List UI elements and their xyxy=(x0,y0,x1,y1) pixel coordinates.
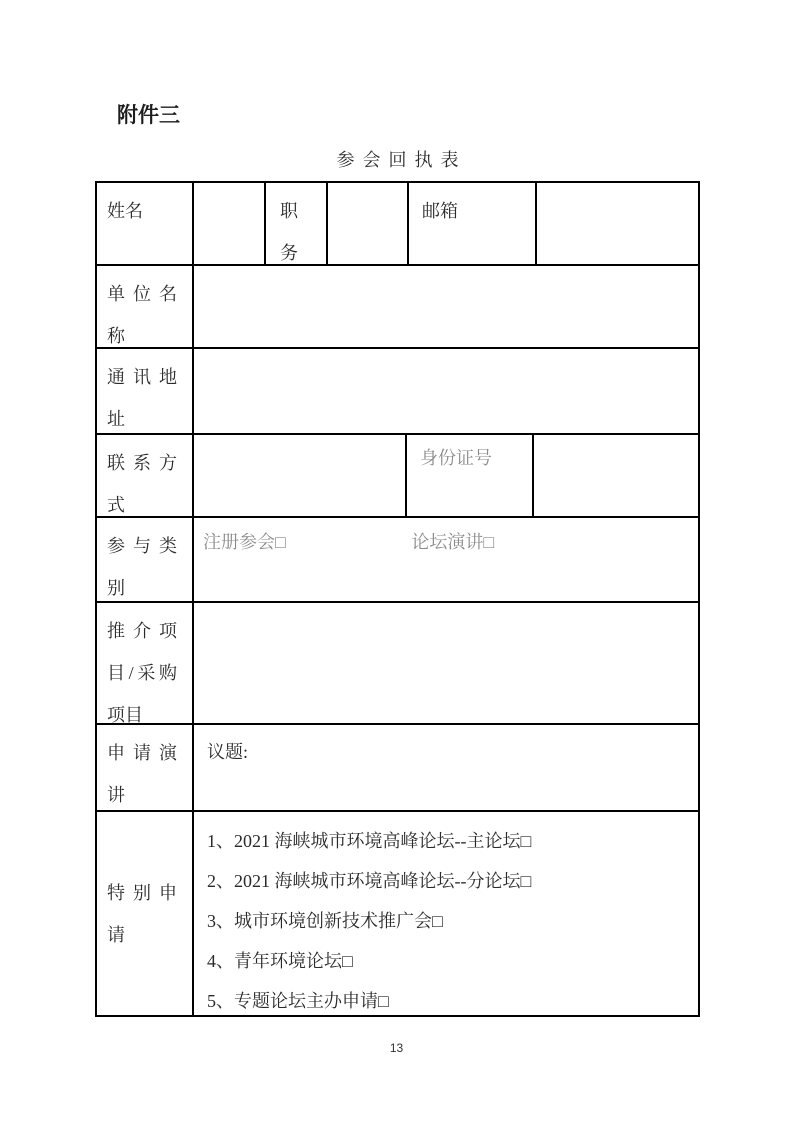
special-option-main-forum: 1、2021 海峡城市环境高峰论坛--主论坛□ xyxy=(207,831,532,851)
email-label: 邮箱 xyxy=(422,201,458,221)
projects-label-cell xyxy=(97,603,194,723)
contact-input-cell xyxy=(194,435,407,516)
special-option-sub-forum: 2、2021 海峡城市环境高峰论坛--分论坛□ xyxy=(207,871,532,891)
address-input-cell xyxy=(194,349,698,433)
row-speech-application xyxy=(97,725,698,812)
id-number-input-cell xyxy=(534,435,698,516)
position-label: 职务 xyxy=(280,201,298,263)
row-address xyxy=(97,349,698,435)
name-label-cell xyxy=(97,183,194,264)
organization-input-cell xyxy=(194,266,698,347)
participation-label: 参与类别 xyxy=(107,536,177,598)
participation-options-cell xyxy=(194,518,698,601)
speech-topic-cell xyxy=(194,725,698,810)
email-label-cell xyxy=(409,183,537,264)
name-label: 姓名 xyxy=(107,201,143,221)
organization-label: 单位名称 xyxy=(107,284,177,346)
special-label: 特别申请 xyxy=(107,882,177,945)
page-number: 13 xyxy=(389,1041,404,1055)
name-input-cell xyxy=(194,183,266,264)
special-label-cell xyxy=(97,812,194,1015)
row-name-position-email xyxy=(97,183,698,266)
special-option-host-application: 5、专题论坛主办申请□ xyxy=(207,991,389,1011)
form-title: 参会回执表 xyxy=(336,150,467,170)
id-number-label-cell xyxy=(407,435,534,516)
address-label: 通讯地址 xyxy=(107,367,177,429)
option-speech-checkbox: 论坛演讲□ xyxy=(411,532,495,552)
speech-label-cell xyxy=(97,725,194,810)
position-label-cell xyxy=(266,183,328,264)
participation-label-cell xyxy=(97,518,194,601)
email-input-cell xyxy=(537,183,698,264)
organization-label-cell xyxy=(97,266,194,347)
row-participation-type xyxy=(97,518,698,603)
special-option-youth-forum: 4、青年环境论坛□ xyxy=(207,951,353,971)
special-options-cell xyxy=(194,812,698,1015)
option-register-checkbox: 注册参会□ xyxy=(203,532,286,552)
row-contact-id xyxy=(97,435,698,518)
row-organization xyxy=(97,266,698,349)
attachment-label: 附件三 xyxy=(117,103,180,127)
reply-form-table xyxy=(95,181,700,1017)
contact-label: 联系方式 xyxy=(107,453,177,515)
projects-label: 推介项目/采购项目 xyxy=(107,621,177,723)
row-special-application xyxy=(97,812,698,1015)
projects-input-cell xyxy=(194,603,698,723)
position-input-cell xyxy=(328,183,409,264)
topic-label: 议题: xyxy=(207,742,249,762)
special-option-tech-promotion: 3、城市环境创新技术推广会□ xyxy=(207,911,443,931)
id-number-label: 身份证号 xyxy=(420,448,492,468)
contact-label-cell xyxy=(97,435,194,516)
row-projects xyxy=(97,603,698,725)
speech-label: 申请演讲 xyxy=(107,743,177,805)
address-label-cell xyxy=(97,349,194,433)
